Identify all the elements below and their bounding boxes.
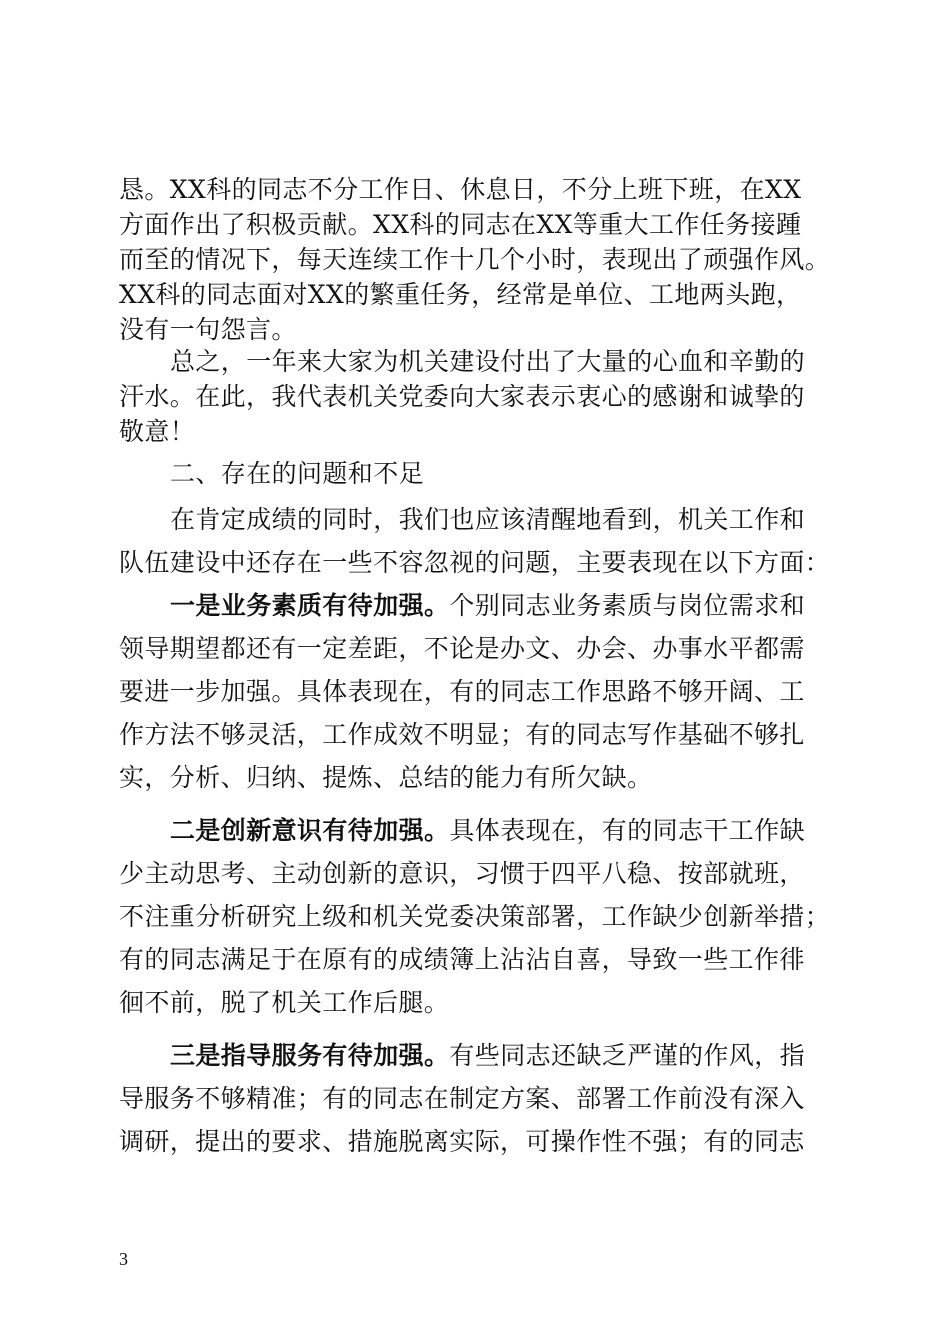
text-run: 个别同志业务素质与岗位需求和	[449, 591, 806, 620]
text-line: 不注重分析研究上级和机关党委决策部署，工作缺少创新举措；	[119, 902, 831, 931]
paragraph-first-line	[170, 1041, 805, 1071]
text-line: XX科的同志面对XX的繁重任务，经常是单位、工地两头跑，	[119, 280, 802, 309]
text-line: 恳。XX科的同志不分工作日、休息日，不分上班下班，在XX	[119, 175, 802, 204]
paragraph-first-line	[170, 816, 805, 846]
text-line: 实，分析、归纳、提炼、总结的能力有所欠缺。	[119, 763, 653, 792]
text-run: 具体表现在，有的同志干工作缺	[449, 816, 806, 845]
text-line: 方面作出了积极贡献。XX科的同志在XX等重大工作任务接踵	[119, 210, 802, 239]
section-heading: 二、存在的问题和不足	[170, 459, 425, 488]
text-line: 徊不前，脱了机关工作后腿。	[119, 988, 450, 1017]
text-line: 调研，提出的要求、措施脱离实际，可操作性不强；有的同志	[119, 1127, 805, 1156]
point-heading: 二是创新意识有待加强。	[170, 816, 450, 845]
page-number: 3	[119, 1249, 128, 1269]
text-line: 总之，一年来大家为机关建设付出了大量的心血和辛勤的	[170, 347, 806, 376]
text-line: 有的同志满足于在原有的成绩簿上沾沾自喜，导致一些工作徘	[119, 945, 805, 974]
text-line: 领导期望都还有一定差距，不论是办文、办会、办事水平都需	[119, 634, 805, 663]
text-line: 导服务不够精准；有的同志在制定方案、部署工作前没有深入	[119, 1084, 805, 1113]
paragraph-first-line	[170, 591, 805, 621]
text-line: 作方法不够灵活，工作成效不明显；有的同志写作基础不够扎	[119, 720, 805, 749]
text-line: 敬意！	[119, 417, 196, 446]
point-heading: 一是业务素质有待加强。	[170, 591, 450, 620]
text-line: 没有一句怨言。	[119, 315, 297, 344]
text-line: 要进一步加强。具体表现在，有的同志工作思路不够开阔、工	[119, 677, 805, 706]
text-line: 少主动思考、主动创新的意识，习惯于四平八稳、按部就班，	[119, 859, 805, 888]
point-heading: 三是指导服务有待加强。	[170, 1041, 450, 1070]
text-line: 汗水。在此，我代表机关党委向大家表示衷心的感谢和诚挚的	[119, 382, 805, 411]
text-line: 队伍建设中还存在一些不容忽视的问题，主要表现在以下方面：	[119, 548, 831, 577]
text-line: 在肯定成绩的同时，我们也应该清醒地看到，机关工作和	[170, 505, 806, 534]
text-run: 有些同志还缺乏严谨的作风，指	[449, 1041, 806, 1070]
text-line: 而至的情况下，每天连续工作十几个小时，表现出了顽强作风。	[119, 245, 831, 274]
